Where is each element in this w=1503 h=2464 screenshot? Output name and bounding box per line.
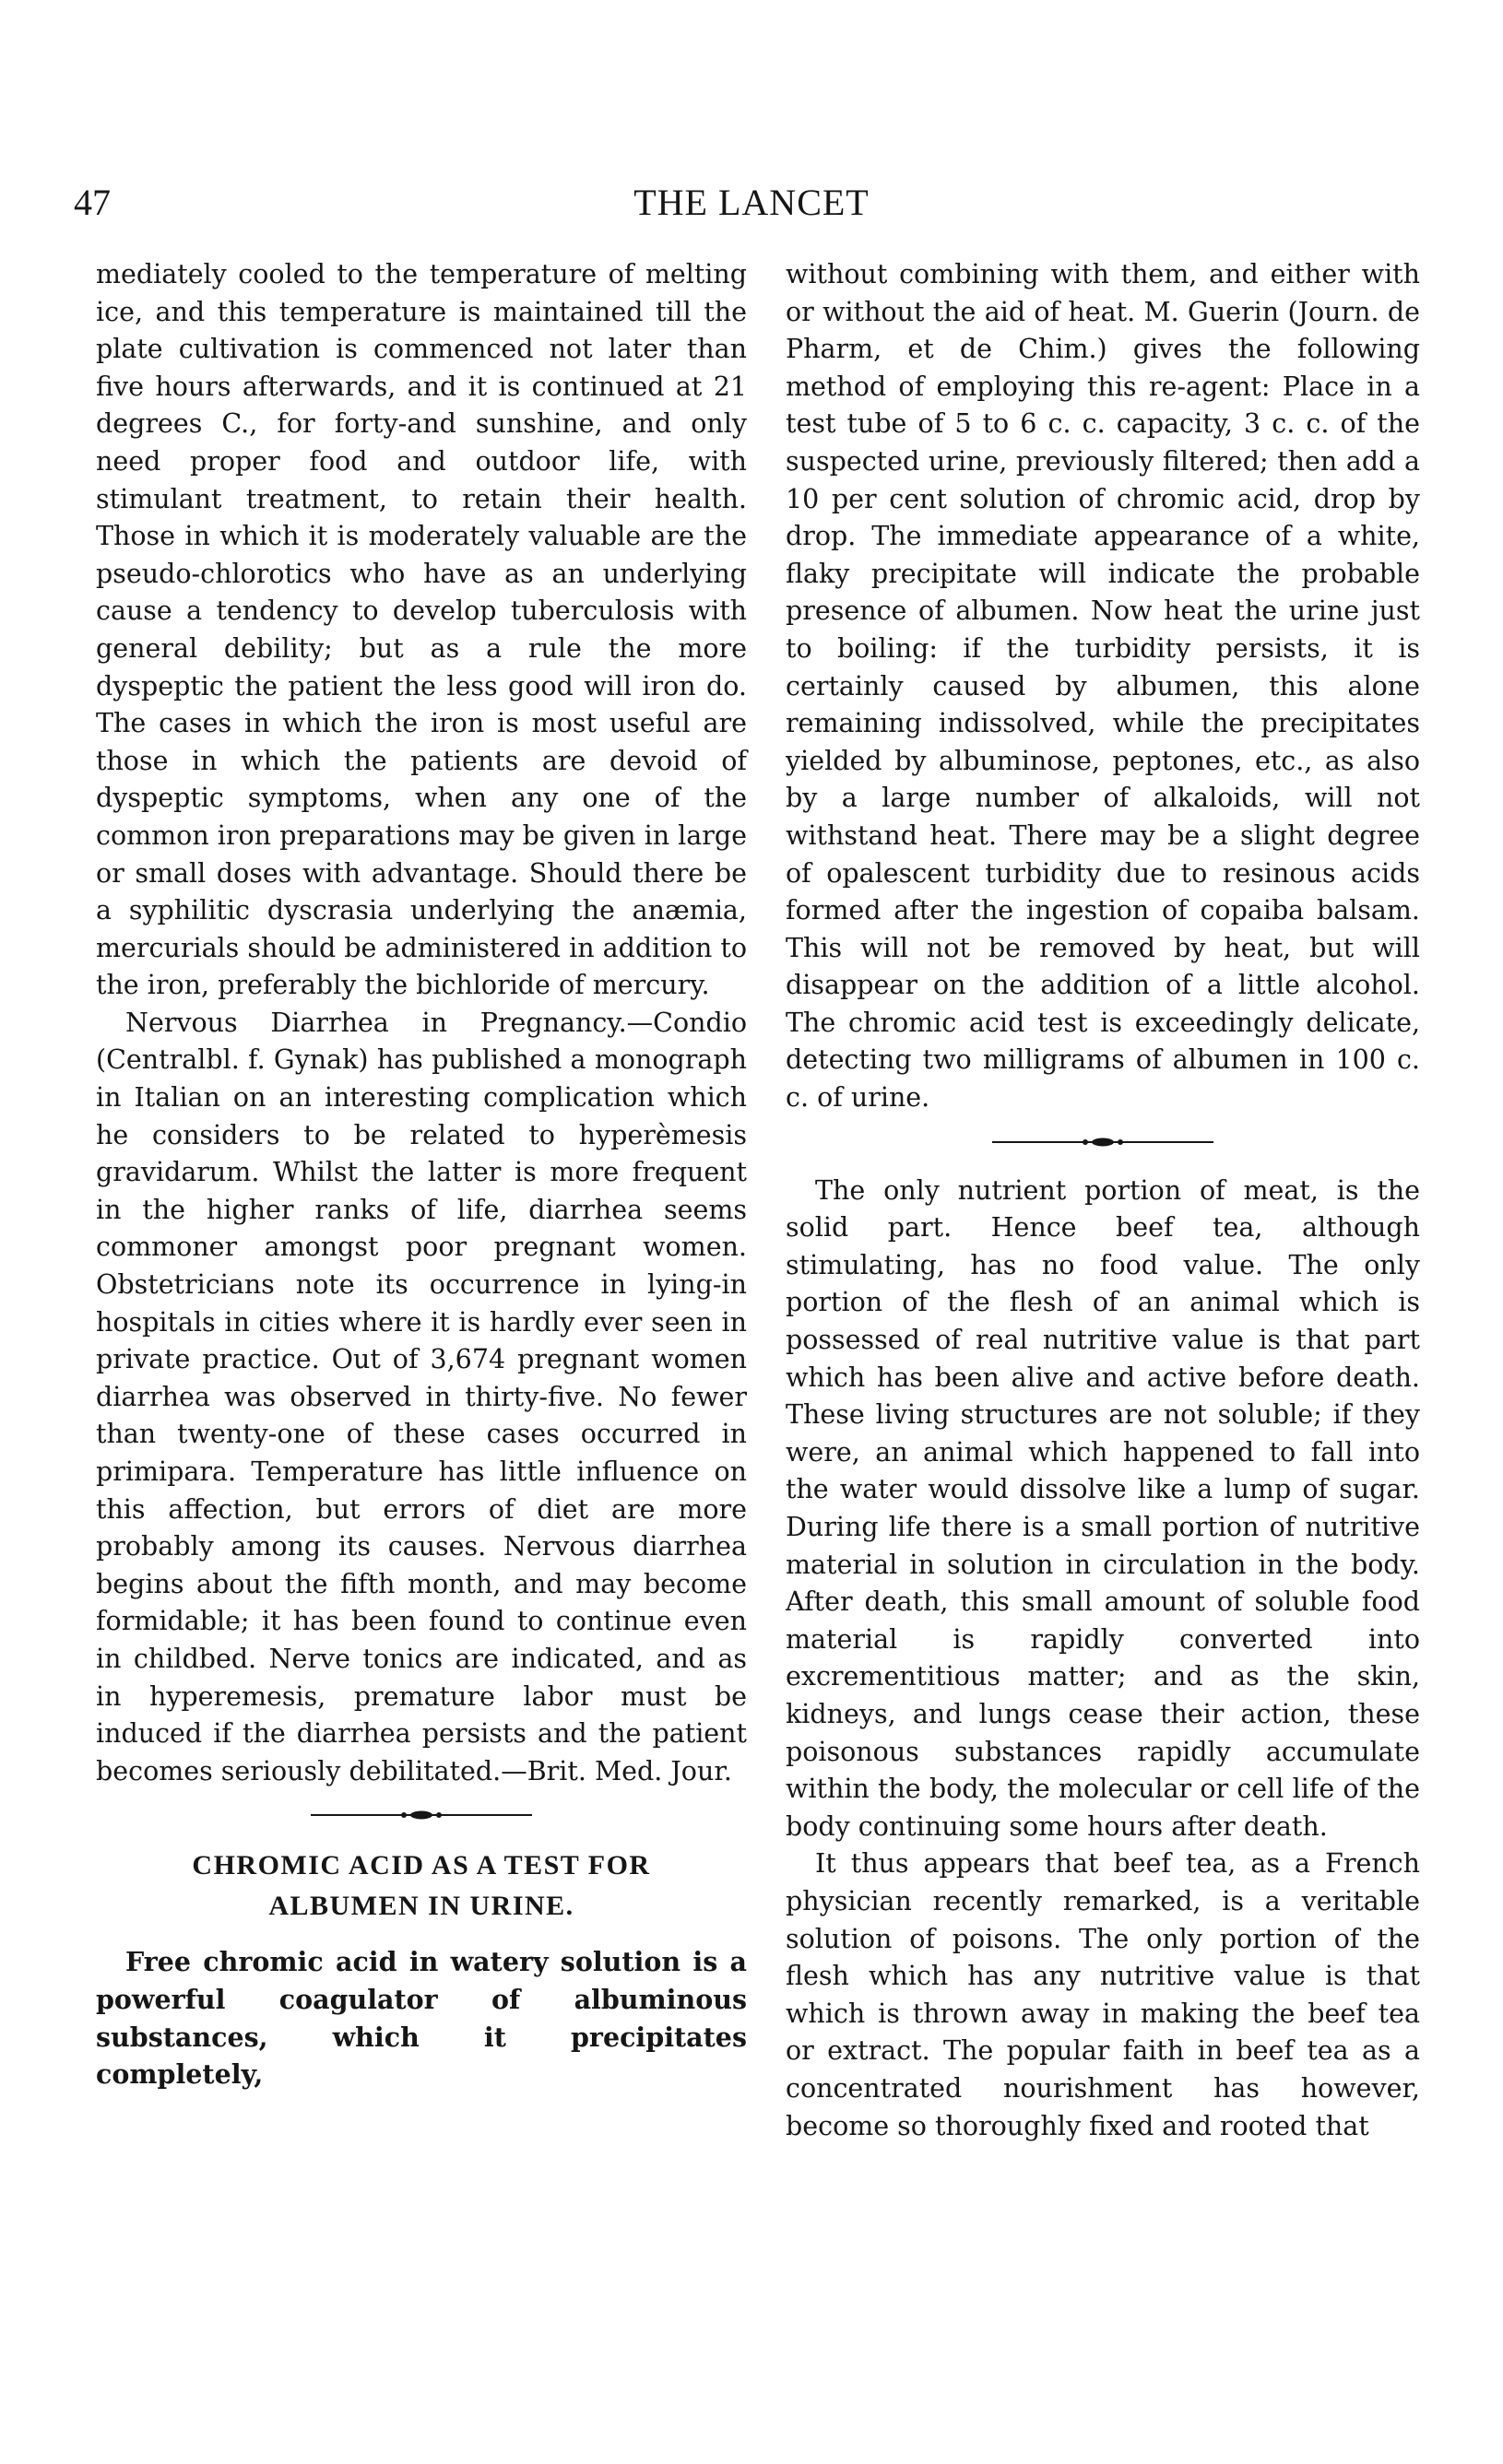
right-column (786, 256, 1420, 2145)
running-head: THE LANCET (633, 182, 870, 223)
article-heading-line-2: ALBUMEN IN URINE. (268, 1891, 574, 1922)
chromic-acid-intro-paragraph: Free chromic acid in watery solution is a powerful coagulator of albuminous substances, which it precipitates completely, (96, 1946, 747, 2091)
beef-tea-paragraph: The only nutrient portion of meat, is the solid part. Hence beef tea, although stimulating, has no food value. The only portion of the flesh of an animal which is possessed of real nutritive value is that part which has been alive and active before death. These living structures are not soluble; if they were, an animal which happened to fall into the water would dissolve like a lump of sugar. During life there is a small portion of nutritive material in solution in circulation in the body. After death, this small amount of soluble food material is rapidly converted into excrementitious matter; and as the skin, kidneys, and lungs cease their action, these poisonous substances rapidly accumulate within the body, the molecular or cell life of the body continuing some hours after death. (786, 1174, 1420, 1842)
section-divider-ornament (992, 1136, 1213, 1149)
section-divider-ornament (311, 1809, 532, 1821)
article-continuation-paragraph: mediately cooled to the temperature of melting ice, and this temperature is maintained till the plate cultivation is commenced not later than five hours afterwards, and it is continued at 21 degrees C., for forty-and sunshine, and only need proper food and outdoor life, with stimulant treatment, to retain their health. Those in which it is moderately valuable are the pseudo-chlorotics who have as an underlying cause a tendency to develop tuberculosis with general debility; but as a rule the more dyspeptic the patient the less good will iron do. The cases in which the iron is most useful are those in which the patients are devoid of dyspeptic symptoms, when any one of the common iron preparations may be given in large or small doses with advantage. Should there be a syphilitic dyscrasia underlying the anæmia, mercurials should be administered in addition to the iron, preferably the bichloride of mercury. (96, 259, 747, 1001)
left-column (96, 256, 747, 2093)
beef-tea-poisons-paragraph: It thus appears that beef tea, as a French physician recently remarked, is a veritable solution of poisons. The only portion of the flesh which has any nutritive value is that which is thrown away in making the beef tea or extract. The popular faith in beef tea as a concentrated nourishment has however, become so thoroughly fixed and rooted that (786, 1848, 1420, 2141)
article-heading-line-1: CHROMIC ACID AS A TEST FOR (192, 1850, 651, 1881)
nervous-diarrhea-paragraph: Nervous Diarrhea in Pregnancy.—Condio (Centralbl. f. Gynak) has published a monograph in Italian on an interesting complication which he considers to be related to hyperèmesis gravidarum. Whilst the latter is more frequent in the higher ranks of life, diarrhea seems commoner amongst poor pregnant women. Obstetricians note its occurrence in lying-in hospitals in cities where it is hardly ever seen in private practice. Out of 3,674 pregnant women diarrhea was observed in thirty-five. No fewer than twenty-one of these cases occurred in primipara. Temperature has little influence on this affection, but errors of diet are more probably among its causes. Nervous diarrhea begins about the fifth month, and may become formidable; it has been found to continue even in childbed. Nerve tonics are indicated, and as in hyperemesis, premature labor must be induced if the diarrhea persists and the patient becomes seriously debilitated.—Brit. Med. Jour. (96, 1007, 747, 1786)
article-heading (96, 1845, 747, 1927)
chromic-acid-method-paragraph: without combining with them, and either with or without the aid of heat. M. Guerin (Journ. de Pharm, et de Chim.) gives the following method of employing this re-agent: Place in a test tube of 5 to 6 c. c. capacity, 3 c. c. of the suspected urine, previously filtered; then add a 10 per cent solution of chromic acid, drop by drop. The immediate appearance of a white, flaky precipitate will indicate the probable presence of albumen. Now heat the urine just to boiling: if the turbidity persists, it is certainly caused by albumen, this alone remaining indissolved, while the precipitates yielded by albuminose, peptones, etc., as also by a large number of alkaloids, will not withstand heat. There may be a slight degree of opalescent turbidity due to resinous acids formed after the ingestion of copaiba balsam. This will not be removed by heat, but will disappear on the addition of a little alcohol. The chromic acid test is exceedingly delicate, detecting two milligrams of albumen in 100 c. c. of urine. (786, 259, 1420, 1114)
page-number: 47 (74, 182, 111, 223)
